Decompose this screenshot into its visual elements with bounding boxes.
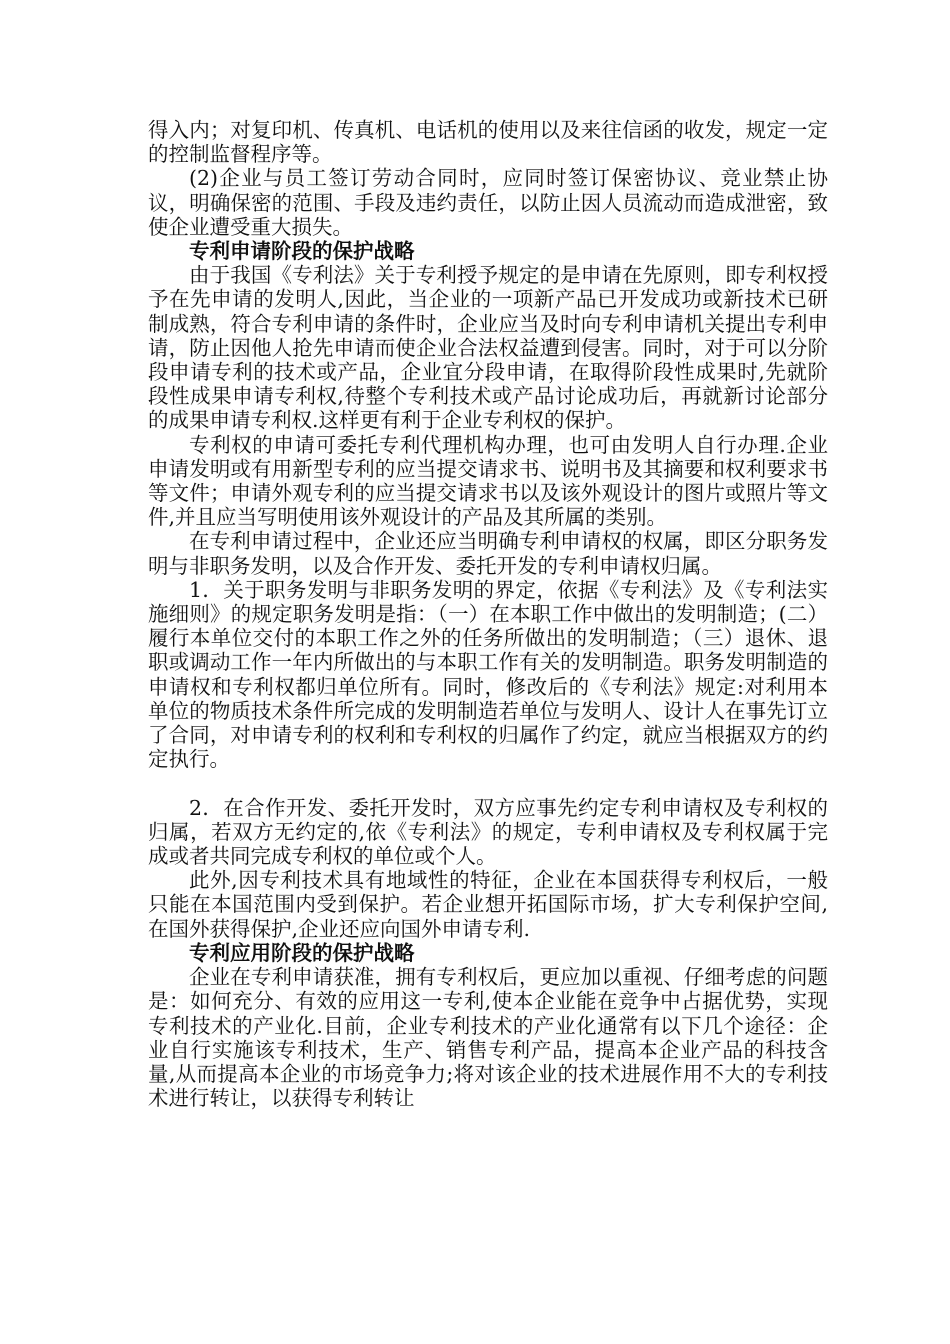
paragraph-territoriality: 此外,因专利技术具有地域性的特征，企业在本国获得专利权后，一般只能在本国范围内受到保护。若企业想开拓国际市场，扩大专利保护空间,在国外获得保护,企业还应向国外申请专利. [148,868,828,941]
paragraph-confidential-control: 得入内；对复印机、传真机、电话机的使用以及来往信函的收发，规定一定的控制监督程序等。 [148,118,828,167]
blank-line [148,771,828,795]
paragraph-labor-contract: (2)企业与员工签订劳动合同时，应同时签订保密协议、竞业禁止协议，明确保密的范围、手段及违约责任，以防止因人员流动而造成泄密，致使企业遭受重大损失。 [148,166,828,239]
paragraph-cooperative-development: 2．在合作开发、委托开发时，双方应事先约定专利申请权及专利权的归属，若双方无约定的,依《专利法》的规定，专利申请权及专利权属于完成或者共同完成专利权的单位或个人。 [148,795,828,869]
paragraph-application-ownership: 在专利申请过程中，企业还应当明确专利申请权的权属，即区分职务发明与非职务发明，以及合作开发、委托开发的专利申请权归属。 [148,529,828,578]
paragraph-patent-agency: 专利权的申请可委托专利代理机构办理，也可由发明人自行办理.企业申请发明或有用新型专利的应当提交请求书、说明书及其摘要和权利要求书等文件；申请外观专利的应当提交请求书以及该外观设计的图片或照片等文件,并且应当写明使用该外观设计的产品及其所属的类别。 [148,432,828,530]
heading-patent-application-strategy: 专利申请阶段的保护战略 [189,239,415,264]
paragraph-service-invention: 1．关于职务发明与非职务发明的界定，依据《专利法》及《专利法实施细则》的规定职务发明是指：（一）在本职工作中做出的发明制造；(二）履行本单位交付的本职工作之外的任务所做出的发明制造；（三）退休、退职或调动工作一年内所做出的与本职工作有关的发明制造。职务发明制造的申请权和专利权都归单位所有。同时，修改后的《专利法》规定:对利用本单位的物质技术条件所完成的发明制造若单位与发明人、设计人在事先订立了合同，对申请专利的权利和专利权的归属作了约定，就应当根据双方的约定执行。 [148,577,828,772]
paragraph-industrialization: 企业在专利申请获准，拥有专利权后，更应加以重视、仔细考虑的问题是：如何充分、有效的应用这一专利,使本企业能在竞争中占据优势，实现专利技术的产业化.目前，企业专利技术的产业化通常有以下几个途径：企业自行实施该专利技术，生产、销售专利产品，提高本企业产品的科技含量,从而提高本企业的市场竞争力;将对该企业的技术进展作用不大的专利技术进行转让，以获得专利转让 [148,965,828,1111]
document-body [148,118,828,1110]
heading-patent-application-use-strategy: 专利应用阶段的保护战略 [189,940,415,965]
paragraph-first-to-file: 由于我国《专利法》关于专利授予规定的是申请在先原则，即专利权授予在先申请的发明人,因此，当企业的一项新产品已开发成功或新技术已研制成熟，符合专利申请的条件时，企业应当及时向专利申请机关提出专利申请，防止因他人抢先申请而使企业合法权益遭到侵害。同时，对于可以分阶段申请专利的技术或产品，企业宜分段申请，在取得阶段性成果时,先就阶段性成果申请专利权,待整个专利技术或产品讨论成功后，再就新讨论部分的成果申请专利权.这样更有利于企业专利权的保护。 [148,263,828,433]
